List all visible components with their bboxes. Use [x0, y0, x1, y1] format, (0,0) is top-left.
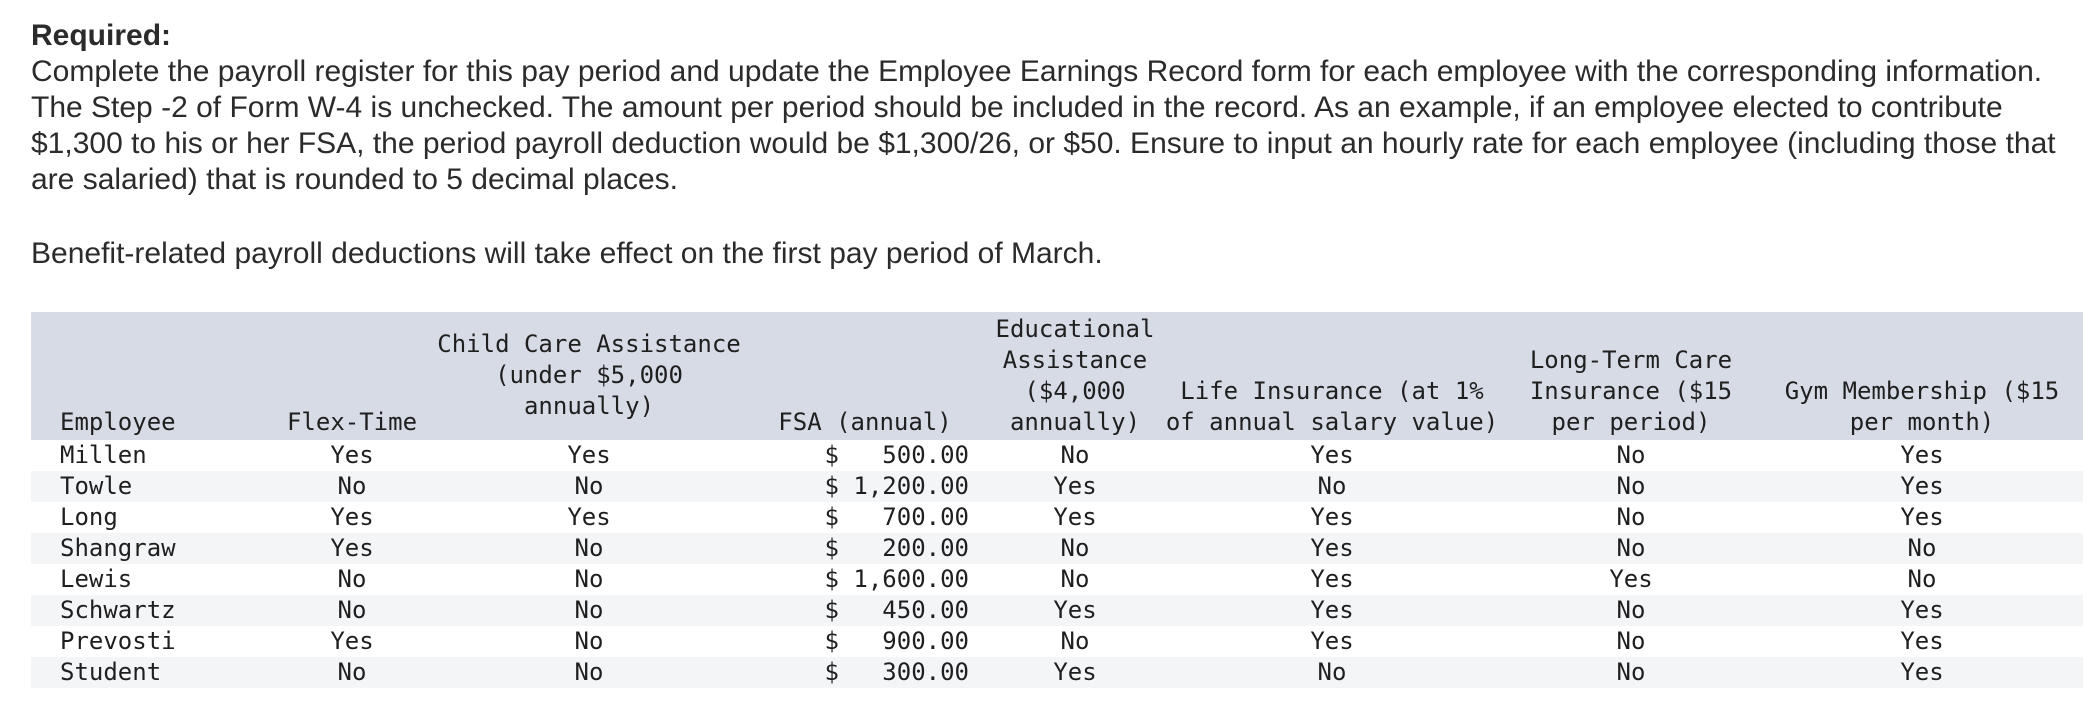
cell-child-care: No [435, 626, 743, 657]
cell-long-term-care: No [1501, 626, 1761, 657]
cell-long-term-care: No [1501, 471, 1761, 502]
cell-child-care: No [435, 471, 743, 502]
cell-gym: No [1761, 564, 2083, 595]
instructions-paragraph: Complete the payroll register for this pay period and update the Employee Earnings Record form for each employee with the corresponding information. The Step -2 of Form W-4 is unchecked. The amount per period should be included in the record. As an example, if an employee elected to contribute $1,300 to his or her FSA, the period payroll deduction would be $1,300/26, or $50. Ensure to input an hourly rate for each employee (including those that are salaried) that is rounded to 5 decimal places. [31, 55, 2056, 196]
cell-educational: Yes [987, 595, 1163, 626]
cell-employee: Student [31, 657, 269, 688]
cell-educational: No [987, 626, 1163, 657]
cell-educational: Yes [987, 471, 1163, 502]
table-row [31, 564, 2083, 595]
cell-fsa: $ 1,200.00 [743, 471, 987, 502]
cell-flex-time: Yes [269, 502, 435, 533]
cell-fsa: $ 300.00 [743, 657, 987, 688]
cell-child-care: Yes [435, 502, 743, 533]
cell-long-term-care: No [1501, 440, 1761, 471]
header-fsa: FSA (annual) [743, 312, 987, 440]
cell-life-insurance: No [1163, 471, 1501, 502]
cell-life-insurance: Yes [1163, 564, 1501, 595]
cell-child-care: No [435, 595, 743, 626]
cell-long-term-care: No [1501, 657, 1761, 688]
cell-long-term-care: No [1501, 533, 1761, 564]
table-row [31, 440, 2083, 471]
cell-educational: Yes [987, 502, 1163, 533]
cell-gym: No [1761, 533, 2083, 564]
cell-fsa: $ 700.00 [743, 502, 987, 533]
header-long-term-care: Long-Term Care Insurance ($15 per period) [1501, 312, 1761, 440]
cell-employee: Schwartz [31, 595, 269, 626]
cell-life-insurance: No [1163, 657, 1501, 688]
cell-educational: No [987, 564, 1163, 595]
cell-employee: Prevosti [31, 626, 269, 657]
header-life-insurance: Life Insurance (at 1% of annual salary value) [1163, 312, 1501, 440]
benefit-note-paragraph: Benefit-related payroll deductions will take effect on the first pay period of March. [31, 237, 1103, 270]
header-gym-membership: Gym Membership ($15 per month) [1761, 312, 2083, 440]
cell-fsa: $ 450.00 [743, 595, 987, 626]
header-child-care: Child Care Assistance (under $5,000 annually) [435, 312, 743, 440]
cell-child-care: No [435, 564, 743, 595]
cell-gym: Yes [1761, 657, 2083, 688]
cell-child-care: Yes [435, 440, 743, 471]
cell-child-care: No [435, 533, 743, 564]
cell-fsa: $ 200.00 [743, 533, 987, 564]
table-row [31, 626, 2083, 657]
cell-employee: Long [31, 502, 269, 533]
cell-employee: Millen [31, 440, 269, 471]
cell-long-term-care: No [1501, 595, 1761, 626]
cell-educational: No [987, 533, 1163, 564]
cell-flex-time: No [269, 471, 435, 502]
header-flex-time: Flex-Time [269, 312, 435, 440]
cell-educational: Yes [987, 657, 1163, 688]
cell-long-term-care: Yes [1501, 564, 1761, 595]
cell-fsa: $ 900.00 [743, 626, 987, 657]
table-header-row [31, 312, 2083, 440]
cell-fsa: $ 1,600.00 [743, 564, 987, 595]
cell-child-care: No [435, 657, 743, 688]
table-row [31, 533, 2083, 564]
table-row [31, 502, 2083, 533]
cell-gym: Yes [1761, 471, 2083, 502]
cell-flex-time: Yes [269, 533, 435, 564]
cell-gym: Yes [1761, 502, 2083, 533]
cell-flex-time: Yes [269, 440, 435, 471]
required-heading: Required: [31, 19, 172, 52]
cell-educational: No [987, 440, 1163, 471]
header-employee: Employee [31, 312, 269, 440]
cell-employee: Shangraw [31, 533, 269, 564]
cell-flex-time: No [269, 595, 435, 626]
cell-gym: Yes [1761, 595, 2083, 626]
cell-employee: Lewis [31, 564, 269, 595]
cell-employee: Towle [31, 471, 269, 502]
cell-flex-time: No [269, 564, 435, 595]
table-row [31, 471, 2083, 502]
cell-life-insurance: Yes [1163, 595, 1501, 626]
employee-benefits-table [31, 312, 2083, 688]
cell-life-insurance: Yes [1163, 626, 1501, 657]
cell-life-insurance: Yes [1163, 440, 1501, 471]
table-row [31, 595, 2083, 626]
cell-gym: Yes [1761, 440, 2083, 471]
cell-gym: Yes [1761, 626, 2083, 657]
table-row [31, 657, 2083, 688]
cell-long-term-care: No [1501, 502, 1761, 533]
cell-flex-time: No [269, 657, 435, 688]
cell-fsa: $ 500.00 [743, 440, 987, 471]
header-educational-assistance: Educational Assistance ($4,000 annually) [987, 312, 1163, 440]
cell-life-insurance: Yes [1163, 502, 1501, 533]
cell-life-insurance: Yes [1163, 533, 1501, 564]
cell-flex-time: Yes [269, 626, 435, 657]
